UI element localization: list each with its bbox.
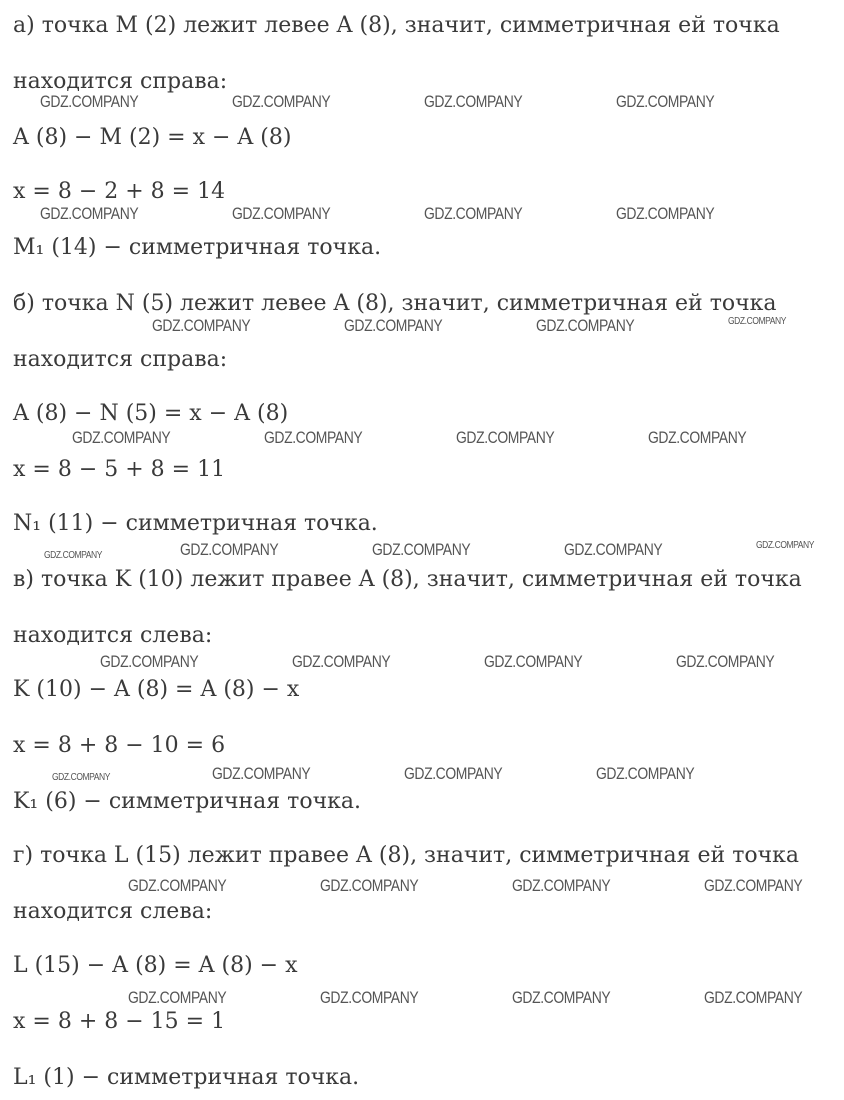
watermark: GDZ.COMPANY: [180, 540, 279, 559]
watermark: GDZ.COMPANY: [512, 876, 611, 895]
part-a-equation: A (8) − M (2) = x − A (8): [13, 125, 292, 150]
part-b-result: N₁ (11) − симметричная точка.: [13, 511, 378, 536]
watermark: GDZ.COMPANY: [756, 540, 814, 551]
part-v-result: K₁ (6) − симметричная точка.: [13, 789, 361, 814]
watermark: GDZ.COMPANY: [616, 204, 715, 223]
part-v-equation: K (10) − A (8) = A (8) − x: [13, 677, 300, 702]
part-v-location: находится слева:: [13, 623, 213, 648]
part-v-intro: в) точка K (10) лежит правее A (8), значит, симметричная ей точка: [13, 567, 802, 592]
watermark: GDZ.COMPANY: [536, 316, 635, 335]
watermark: GDZ.COMPANY: [72, 428, 171, 447]
watermark: GDZ.COMPANY: [564, 540, 663, 559]
watermark: GDZ.COMPANY: [512, 988, 611, 1007]
part-b-intro: б) точка N (5) лежит левее A (8), значит, симметричная ей точка: [13, 291, 777, 316]
watermark: GDZ.COMPANY: [232, 204, 331, 223]
watermark: GDZ.COMPANY: [292, 652, 391, 671]
part-a-location: находится справа:: [13, 69, 228, 94]
watermark: GDZ.COMPANY: [456, 428, 555, 447]
watermark: GDZ.COMPANY: [616, 92, 715, 111]
watermark: GDZ.COMPANY: [100, 652, 199, 671]
watermark: GDZ.COMPANY: [404, 764, 503, 783]
part-g-solution: x = 8 + 8 − 15 = 1: [13, 1009, 226, 1034]
watermark: GDZ.COMPANY: [128, 876, 227, 895]
watermark: GDZ.COMPANY: [232, 92, 331, 111]
watermark: GDZ.COMPANY: [424, 204, 523, 223]
watermark: GDZ.COMPANY: [596, 764, 695, 783]
watermark: GDZ.COMPANY: [676, 652, 775, 671]
watermark: GDZ.COMPANY: [704, 876, 803, 895]
watermark: GDZ.COMPANY: [264, 428, 363, 447]
part-a-intro: а) точка M (2) лежит левее A (8), значит, симметричная ей точка: [13, 13, 780, 38]
part-a-solution: x = 8 − 2 + 8 = 14: [13, 179, 226, 204]
watermark: GDZ.COMPANY: [424, 92, 523, 111]
watermark: GDZ.COMPANY: [44, 550, 102, 561]
part-b-solution: x = 8 − 5 + 8 = 11: [13, 457, 226, 482]
watermark: GDZ.COMPANY: [152, 316, 251, 335]
watermark: GDZ.COMPANY: [344, 316, 443, 335]
part-g-intro: г) точка L (15) лежит правее A (8), значит, симметричная ей точка: [13, 843, 800, 868]
watermark: GDZ.COMPANY: [728, 316, 786, 327]
part-g-location: находится слева:: [13, 899, 213, 924]
watermark: GDZ.COMPANY: [704, 988, 803, 1007]
part-v-solution: x = 8 + 8 − 10 = 6: [13, 733, 226, 758]
watermark: GDZ.COMPANY: [372, 540, 471, 559]
watermark: GDZ.COMPANY: [648, 428, 747, 447]
watermark: GDZ.COMPANY: [212, 764, 311, 783]
watermark: GDZ.COMPANY: [40, 204, 139, 223]
watermark: GDZ.COMPANY: [484, 652, 583, 671]
watermark: GDZ.COMPANY: [52, 772, 110, 783]
watermark: GDZ.COMPANY: [320, 876, 419, 895]
part-g-equation: L (15) − A (8) = A (8) − x: [13, 953, 298, 978]
part-b-location: находится справа:: [13, 347, 228, 372]
watermark: GDZ.COMPANY: [320, 988, 419, 1007]
watermark: GDZ.COMPANY: [128, 988, 227, 1007]
part-g-result: L₁ (1) − симметричная точка.: [13, 1065, 360, 1090]
watermark: GDZ.COMPANY: [40, 92, 139, 111]
part-a-result: M₁ (14) − симметричная точка.: [13, 235, 382, 260]
part-b-equation: A (8) − N (5) = x − A (8): [13, 401, 289, 426]
